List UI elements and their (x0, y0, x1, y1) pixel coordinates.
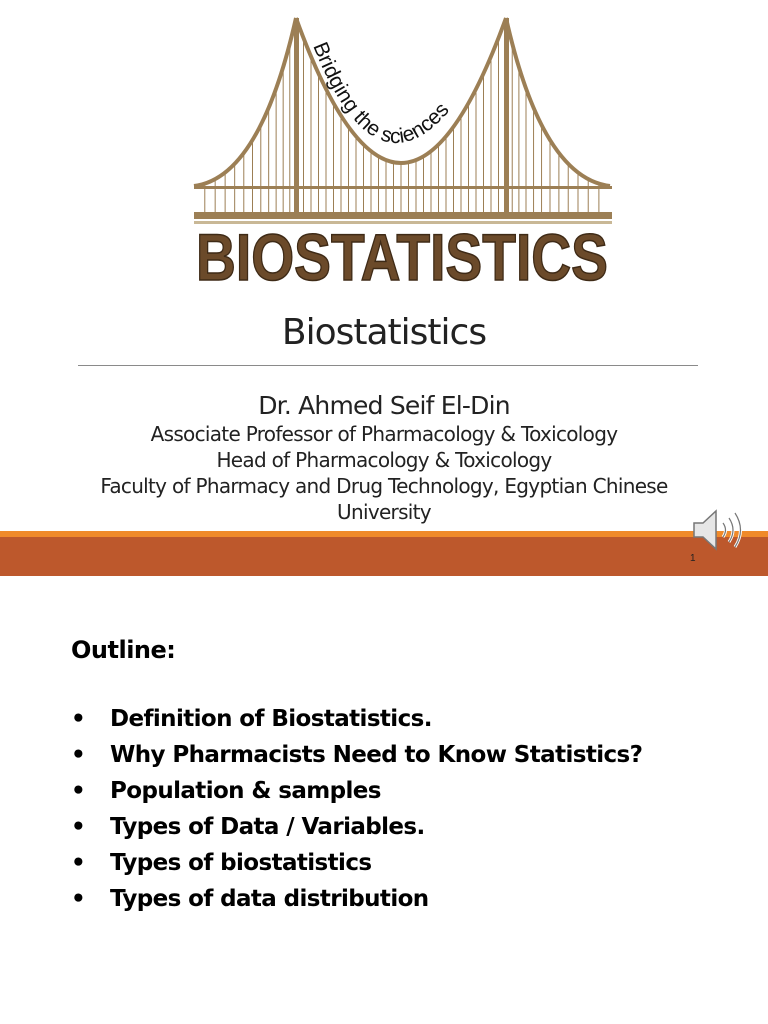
affiliation-line-1: Associate Professor of Pharmacology & Toxicology (150, 422, 618, 446)
bridge-road (194, 212, 612, 219)
bullet-icon: • (71, 814, 86, 840)
title-divider (78, 365, 698, 366)
affiliation-line-3: Faculty of Pharmacy and Drug Technology, Egyptian Chinese University (100, 474, 668, 524)
biostatistics-bridge-logo (190, 8, 614, 290)
bullet-icon: • (71, 886, 86, 912)
list-item-text: Types of biostatistics (110, 850, 372, 876)
outline-slide (0, 576, 768, 1024)
bullet-icon: • (71, 778, 86, 804)
bridge-tower-right (504, 18, 509, 219)
list-item-text: Population & samples (110, 778, 381, 804)
speaker-icon[interactable] (690, 506, 750, 554)
page-number: 1 (690, 553, 696, 564)
outline-heading: Outline: (71, 636, 176, 664)
bridge-cable-right (506, 18, 610, 186)
affiliation-line-2: Head of Pharmacology & Toxicology (216, 448, 552, 472)
bullet-icon: • (71, 706, 86, 732)
logo-arc-text: Bridging the sciences (308, 38, 454, 149)
list-item-text: Types of Data / Variables. (110, 814, 425, 840)
list-item-text: Why Pharmacists Need to Know Statistics? (110, 742, 643, 768)
list-item-text: Types of data distribution (110, 886, 429, 912)
bridge-deck (194, 186, 612, 189)
author-name: Dr. Ahmed Seif El-Din (258, 391, 510, 420)
list-item-text: Definition of Biostatistics. (110, 706, 432, 732)
logo-word: BIOSTATISTICS (196, 220, 608, 290)
bullet-icon: • (71, 850, 86, 876)
slide-title: Biostatistics (281, 312, 487, 353)
footer-band (0, 537, 768, 576)
bridge-tower-left (294, 18, 299, 219)
bridge-cable-left (194, 18, 296, 186)
bullet-icon: • (71, 742, 86, 768)
